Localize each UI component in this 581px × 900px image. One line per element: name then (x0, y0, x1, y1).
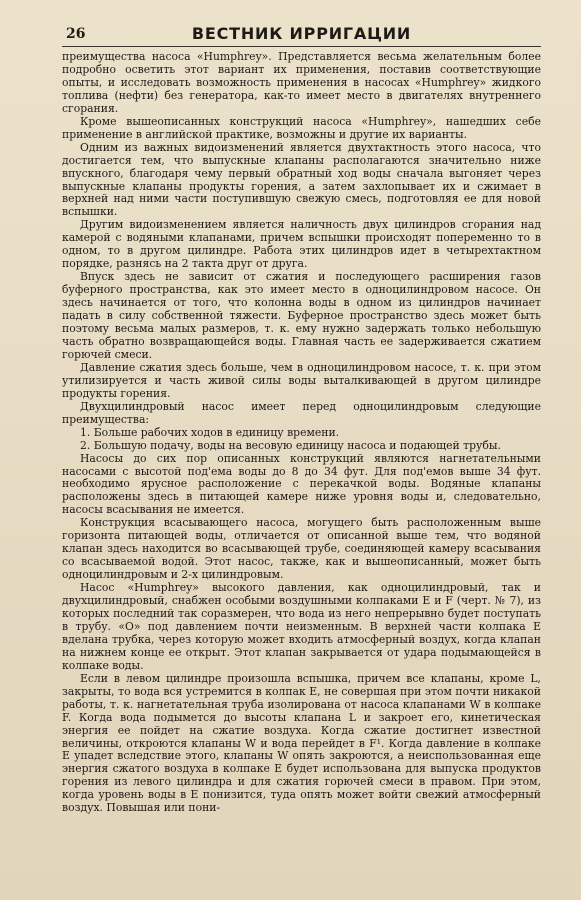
paragraph: Другим видоизменением является наличность двух цилиндров сгорания над камерой с водяными клапанами, причем вспышки происходят попеременно то в одном, то в другом цилиндре. Работа этих цилиндров идет в четырехтактном порядке, разнясь на 2 такта друг от друга. (62, 218, 541, 271)
page-number: 26 (66, 26, 86, 42)
article-body (62, 51, 541, 815)
list-item: 1. Больше рабочих ходов в единицу времени. (80, 425, 340, 439)
paragraph: Давление сжатия здесь больше, чем в одноцилиндровом насосе, т. к. при этом утилизируется и часть живой силы воды выталкивающей в другом цилиндре продукты горения. (62, 360, 541, 400)
paragraph: Конструкция всасывающего насоса, могущего быть расположенным выше горизонта питающей воды, отличается от описанной выше тем, что водяной клапан здесь находится во всасывающей трубе, соединяющей камеру всасывания со всасываемой водой. Этот насос, также, как и вышеописанный, может быть одноцилиндровым и 2-х цилиндровым. (62, 516, 541, 582)
paragraph: Одним из важных видоизменений является двухтактность этого насоса, что достигается тем, что выпускные клапаны располагаются значительно ниже впускного, благодаря чему первый обратный ход воды сначала выгоняет через выпускные клапаны продукты горения, а затем захлопывает их и сжимает в верхней над ними части поступившую свежую смесь, подготовляя ее для новой вспышки. (62, 140, 541, 219)
page-header (62, 22, 541, 47)
paragraph: Насосы до сих пор описанных конструкций являются нагнетательными насосами с высотой под'ема воды до 8 до 34 фут. Для под'емов выше 34 фут. необходимо ярусное расположение с перекачкой воды. Водяные клапаны расположены здесь в питающей камере ниже уровня воды и, следовательно, насосы всасывания не имеется. (62, 451, 541, 517)
paragraph: Кроме вышеописанных конструкций насоса «Humphrey», нашедших себе применение в английской практике, возможны и другие их варианты. (62, 114, 541, 141)
paragraph: Если в левом цилиндре произошла вспышка, причем все клапаны, кроме L, закрыты, то вода вся устремится в колпак E, не совершая при этом почти никакой работы, т. к. нагнетательная труба изолирована от насоса клапанами W в колпаке F. Когда вода подымется до высоты клапана L и закроет его, кинетическая энергия ее пойдет на сжатие воздуха. Когда сжатие достигнет известной величины, откроются клапаны W и вода перейдет в F¹. Когда давление в колпаке E упадет вследствие этого, клапаны W опять закроются, а неиспользованная еще энергия сжатого воздуха в колпаке E будет использована для выпуска продуктов горения из левого цилиндра и для сжатия горючей смеси в правом. При этом, когда уровень воды в E понизится, туда опять может войти свежий атмосферный воздух. Повышая или пони- (62, 671, 541, 815)
paragraph: Впуск здесь не зависит от сжатия и последующего расширения газов буферного пространства, как это имеет место в одноцилиндровом насосе. Он здесь начинается от того, что колонна воды в одном из цилиндров начинает падать в силу собственной тяжести. Буферное пространство здесь может быть поэтому весьма малых размеров, т. к. ему нужно задержать только небольшую часть обратно возвращающейся воды. Главная часть ее задерживается сжатием горючей смеси. (62, 270, 541, 361)
paragraph: Двухцилиндровый насос имеет перед одноцилиндровым следующие преимущества: (62, 399, 541, 426)
paragraph: преимущества насоса «Humphrey». Представляется весьма желательным более подробно осветить этот вариант их применения, поставив соответствующие опыты, и исследовать возможность применения в насосах «Humphrey» жидкого топлива (нефти) без генератора, как-то имеет место в двигателях внутреннего сгорания. (62, 50, 541, 115)
paragraph: Насос «Humphrey» высокого давления, как одноцилиндровый, так и двухцилиндровый, снабжен особыми воздушными колпаками E и F (черт. № 7), из которых последний так соразмерен, что вода из него непрерывно будет поступать в трубу. «O» под давлением почти неизменным. В верхней части колпака E вделана трубка, через которую может входить атмосферный воздух, когда клапан на нижнем конце ее открыт. Этот клапан закрывается от удара подымающейся в колпаке воды. (62, 581, 541, 672)
list-item: 2. Большую подачу, воды на весовую единицу насоса и подающей трубы. (80, 438, 501, 452)
journal-title: ВЕСТНИК ИРРИГАЦИИ (191, 24, 412, 43)
